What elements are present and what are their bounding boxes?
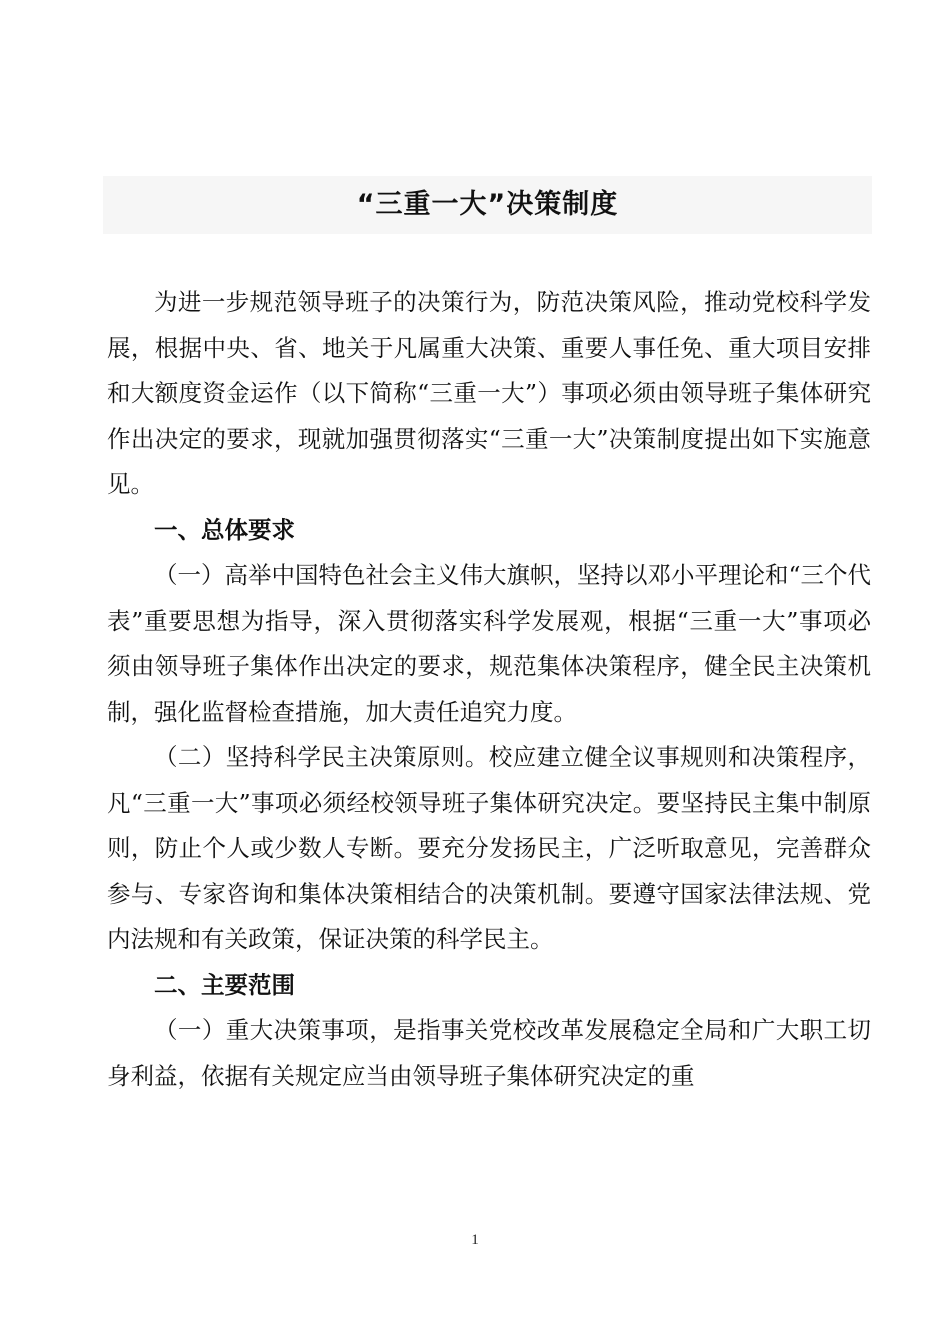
paragraph-general-2: （二）坚持科学民主决策原则。校应建立健全议事规则和决策程序，凡“三重一大”事项必须经校领导班子集体研究决定。要坚持民主集中制原则，防止个人或少数人专断。要充分发扬民主，广泛听取意见，完善群众参与、专家咨询和集体决策相结合的决策机制。要遵守国家法律法规、党内法规和有关政策，保证决策的科学民主。: [107, 743, 871, 953]
paragraph-general-1: （一）高举中国特色社会主义伟大旗帜，坚持以邓小平理论和“三个代表”重要思想为指导，深入贯彻落实科学发展观，根据“三重一大”事项必须由领导班子集体作出决定的要求，规范集体决策程序，健全民主决策机制，强化监督检查措施，加大责任追究力度。: [107, 561, 872, 726]
paragraph-scope-1: （一）重大决策事项，是指事关党校改革发展稳定全局和广大职工切身利益，依据有关规定应当由领导班子集体研究决定的重: [107, 1016, 871, 1090]
intro-paragraph: 为进一步规范领导班子的决策行为，防范决策风险，推动党校科学发展，根据中央、省、地关于凡属重大决策、重要人事任免、重大项目安排和大额度资金运作（以下简称“三重一大”）事项必须由领导班子集体研究作出决定的要求，现就加强贯彻落实“三重一大”决策制度提出如下实施意见。: [107, 288, 871, 498]
section-heading-general-requirements: 一、总体要求: [154, 515, 295, 544]
document-body: [107, 280, 871, 1099]
page-number: 1: [471, 1232, 479, 1248]
document-title: “三重一大”决策制度: [356, 189, 619, 220]
section-heading-main-scope: 二、主要范围: [154, 970, 295, 999]
